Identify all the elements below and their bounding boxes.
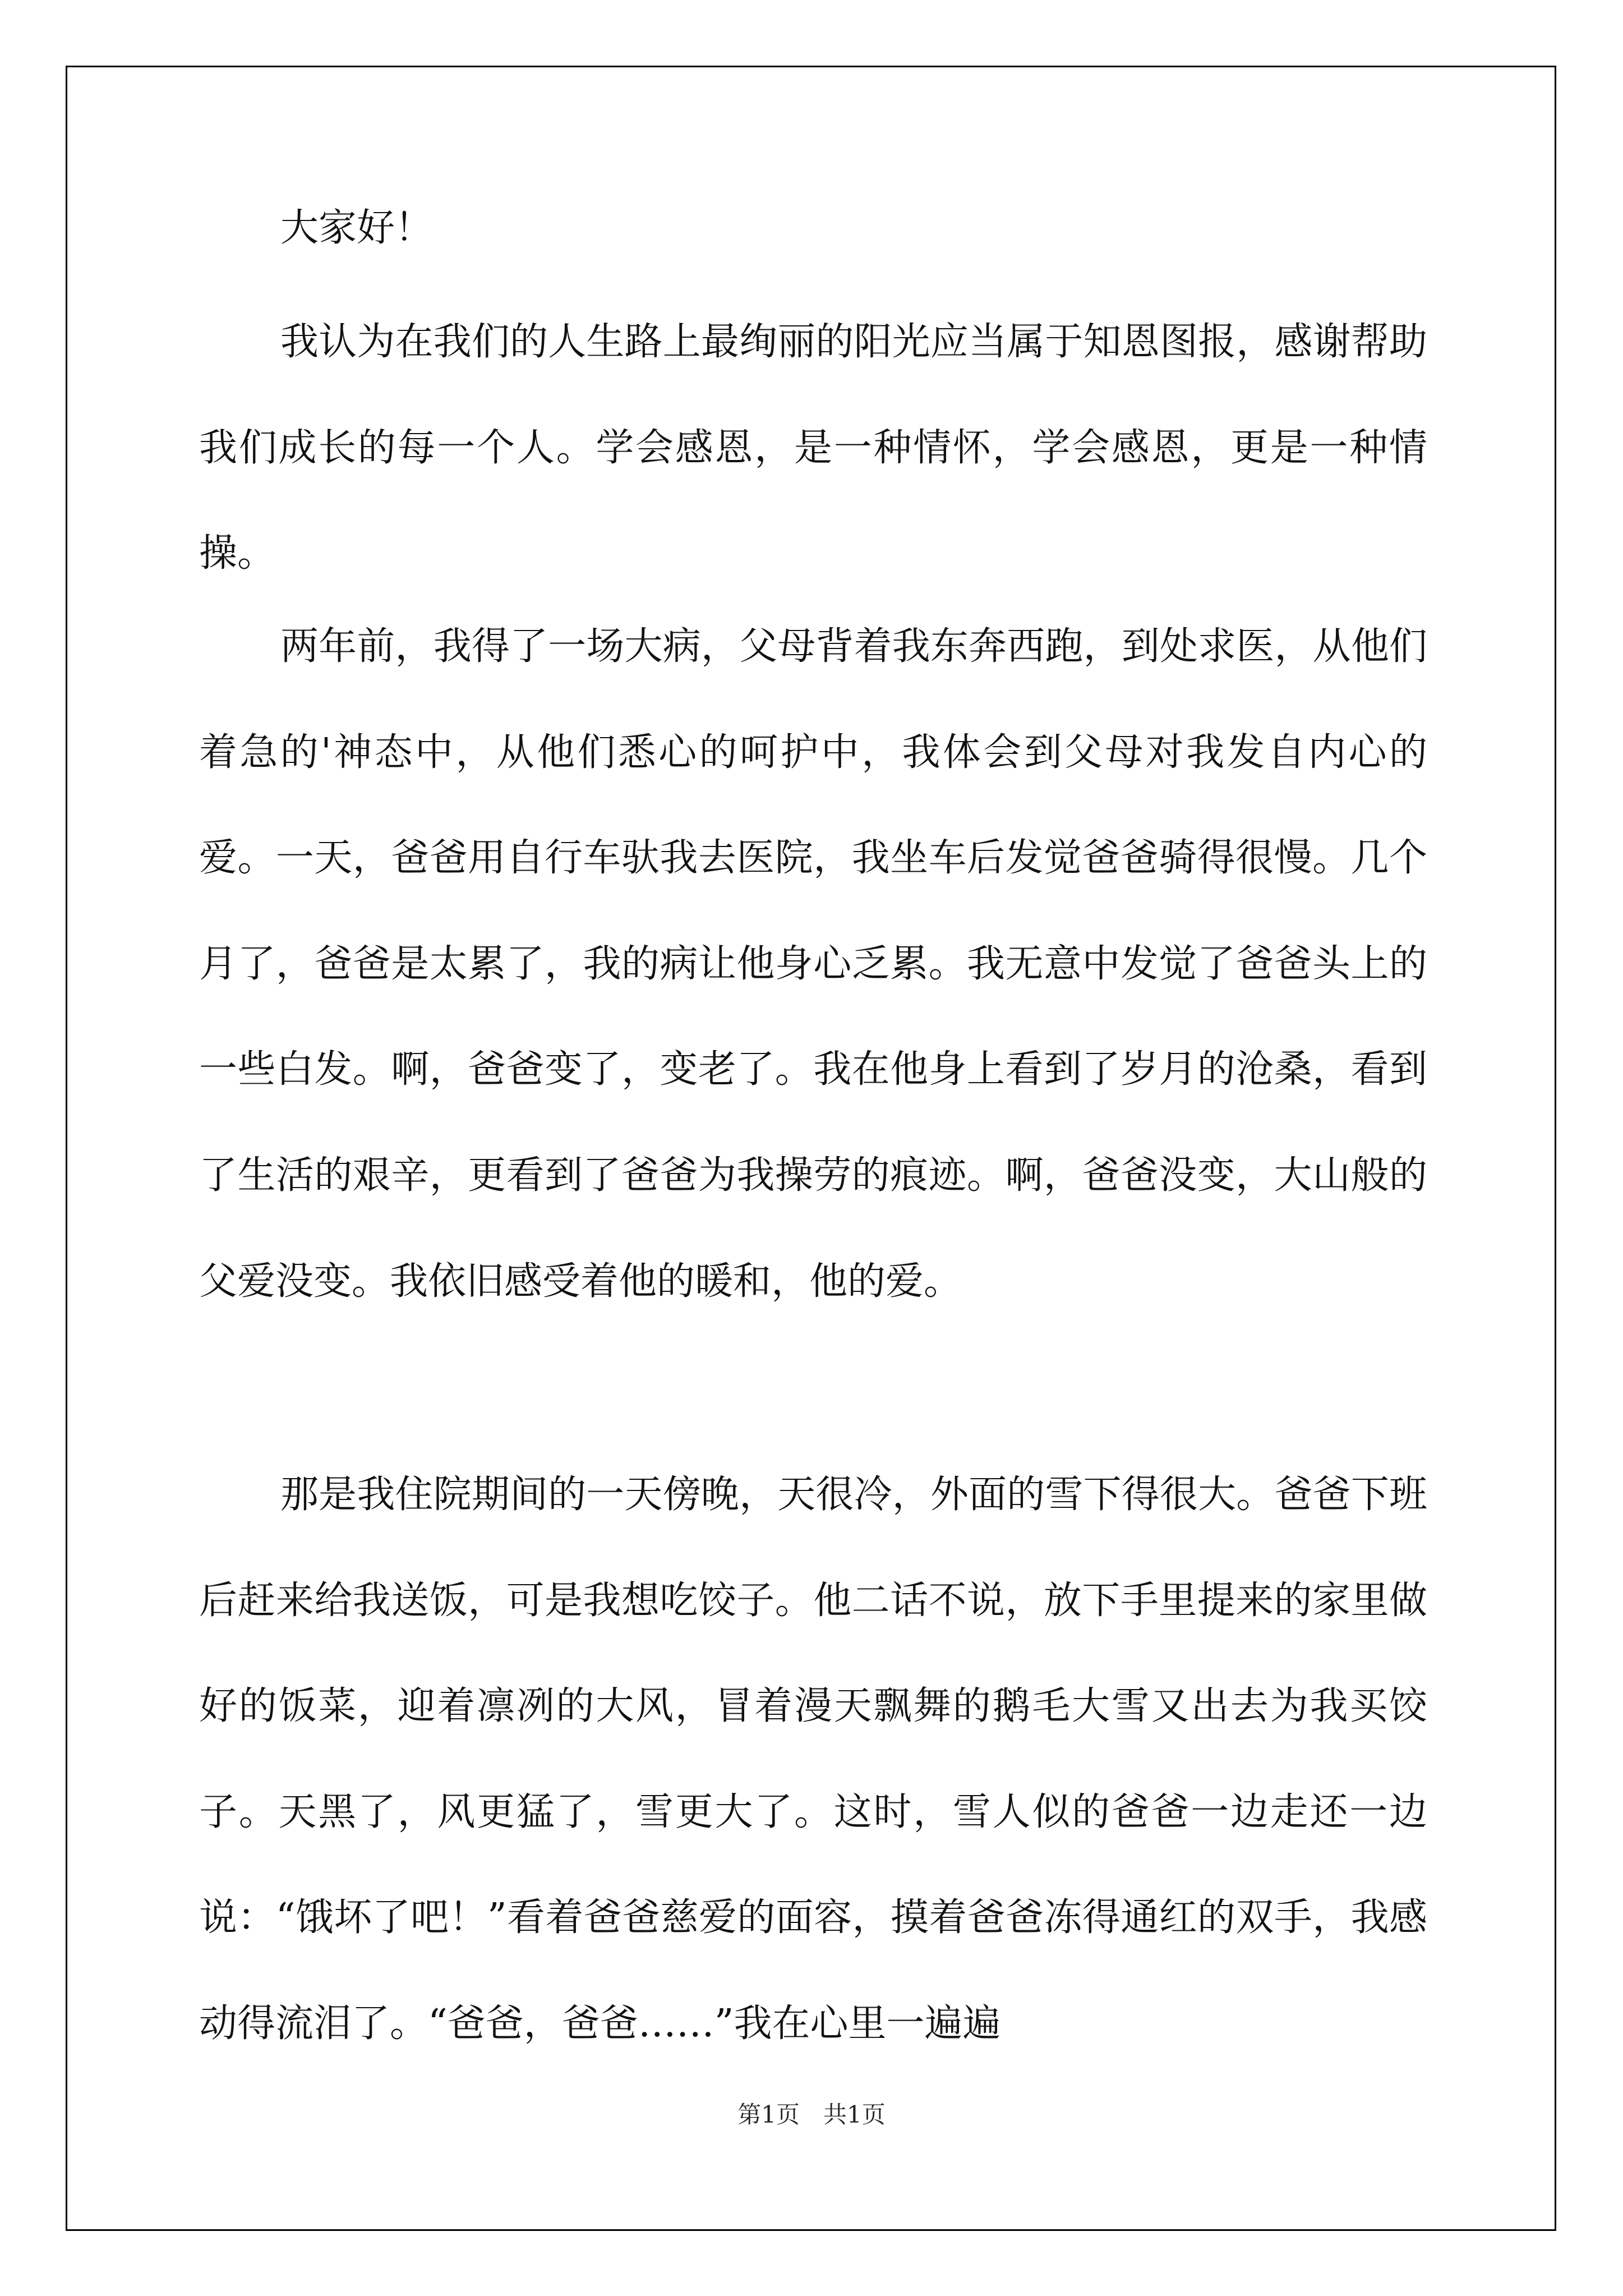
greeting-text: 大家好！ — [280, 206, 434, 250]
paragraph-2: 两年前，我得了一场大病，父母背着我东奔西跑，到处求医，从他们着急的'神态中，从他们悉心的呵护中，我体会到父母对我发自内心的爱。一天，爸爸用自行车驮我去医院，我坐车后发觉爸爸骑得很慢。几个月了，爸爸是太累了，我的病让他身心乏累。我无意中发觉了爸爸头上的一些白发。啊，爸爸变了，变老了。我在他身上看到了岁月的沧桑，看到了生活的艰辛，更看到了爸爸为我操劳的痕迹。啊，爸爸没变，大山般的父爱没变。我依旧感受着他的暖和，他的爱。 — [199, 624, 1427, 1304]
paragraph-1: 我认为在我们的人生路上最绚丽的阳光应当属于知恩图报，感谢帮助我们成长的每一个人。学会感恩，是一种情怀，学会感恩，更是一种情操。 — [199, 320, 1427, 576]
paragraph-3: 那是我住院期间的一天傍晚，天很冷，外面的雪下得很大。爸爸下班后赶来给我送饭，可是我想吃饺子。他二话不说，放下手里提来的家里做好的饭菜，迎着凛冽的大风，冒着漫天飘舞的鹅毛大雪又出去为我买饺子。天黑了，风更猛了，雪更大了。这时，雪人似的爸爸一边走还一边说：“饿坏了吧！”看着爸爸慈爱的面容，摸着爸爸冻得通红的双手，我感动得流泪了。“爸爸，爸爸……”我在心里一遍遍 — [199, 1473, 1427, 2046]
page-number-footer: 第1页 共1页 — [737, 2101, 886, 2128]
